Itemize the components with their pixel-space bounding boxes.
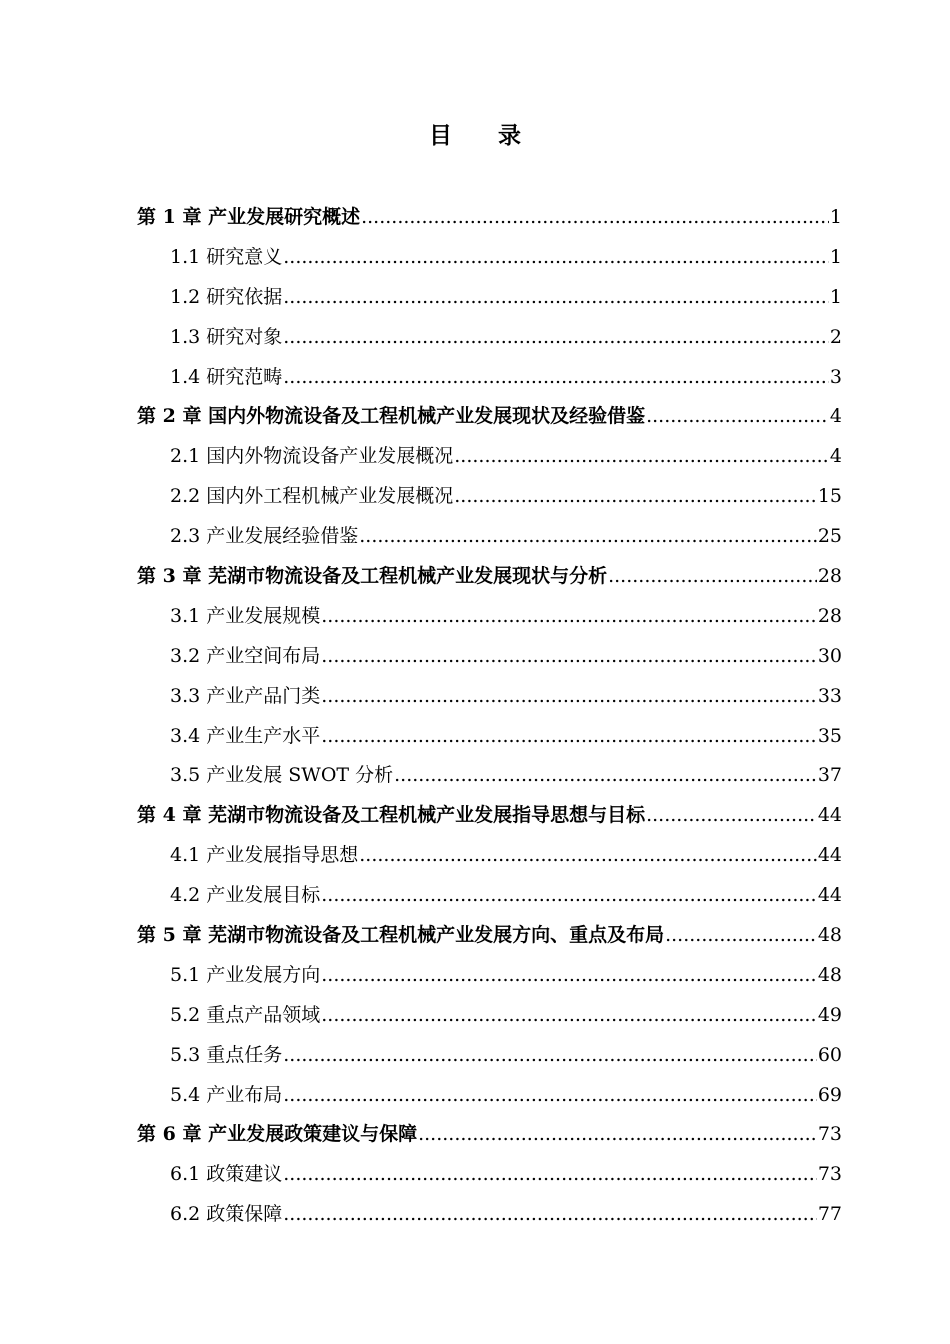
toc-entry-section-5-2[interactable]	[137, 996, 842, 1036]
toc-entry-section-6-1[interactable]	[137, 1155, 842, 1195]
toc-entry-label: 3.2 产业空间布局	[170, 644, 321, 667]
toc-entry-label: 第 1 章 产业发展研究概述	[137, 206, 361, 228]
toc-entry-label: 6.2 政策保障	[170, 1203, 283, 1226]
toc-entry-label: 5.1 产业发展方向	[170, 963, 321, 986]
toc-dot-leader	[646, 397, 829, 437]
toc-entry-label: 5.4 产业布局	[170, 1083, 283, 1106]
toc-dot-leader	[321, 996, 817, 1036]
toc-dot-leader	[283, 1155, 817, 1195]
toc-dot-leader	[646, 796, 817, 836]
toc-entry-label: 1.1 研究意义	[170, 245, 283, 268]
toc-entry-page: 44	[817, 844, 842, 867]
toc-list	[137, 198, 842, 1235]
toc-dot-leader	[418, 1115, 817, 1155]
toc-entry-section-1-1[interactable]	[137, 238, 842, 278]
toc-entry-section-1-4[interactable]	[137, 358, 842, 398]
toc-dot-leader	[283, 238, 829, 278]
toc-entry-page: 15	[817, 485, 842, 508]
toc-entry-page: 33	[817, 684, 842, 707]
toc-dot-leader	[283, 1076, 817, 1116]
toc-dot-leader	[359, 517, 817, 557]
toc-entry-page: 44	[817, 884, 842, 907]
toc-entry-chapter-4[interactable]	[137, 796, 842, 836]
toc-dot-leader	[321, 876, 817, 916]
toc-dot-leader	[454, 437, 829, 477]
toc-entry-section-5-4[interactable]	[137, 1076, 842, 1116]
toc-entry-page: 44	[817, 804, 842, 827]
toc-dot-leader	[283, 278, 829, 318]
toc-entry-page: 1	[829, 285, 842, 308]
toc-entry-chapter-6[interactable]	[137, 1115, 842, 1155]
toc-entry-section-1-2[interactable]	[137, 278, 842, 318]
toc-entry-label: 5.2 重点产品领域	[170, 1003, 321, 1026]
toc-entry-page: 25	[817, 525, 842, 548]
toc-entry-page: 4	[829, 445, 842, 468]
toc-entry-label: 1.4 研究范畴	[170, 365, 283, 388]
toc-entry-label: 3.5 产业发展 SWOT 分析	[170, 764, 394, 787]
toc-dot-leader	[361, 198, 829, 238]
toc-entry-section-4-2[interactable]	[137, 876, 842, 916]
toc-entry-section-3-4[interactable]	[137, 717, 842, 757]
toc-entry-page: 48	[817, 963, 842, 986]
toc-dot-leader	[283, 1036, 817, 1076]
toc-dot-leader	[321, 717, 817, 757]
toc-entry-page: 35	[817, 724, 842, 747]
toc-entry-page: 1	[829, 245, 842, 268]
toc-entry-chapter-1[interactable]	[137, 198, 842, 238]
toc-entry-label: 2.3 产业发展经验借鉴	[170, 525, 359, 548]
toc-entry-label: 5.3 重点任务	[170, 1043, 283, 1066]
toc-entry-page: 73	[817, 1163, 842, 1186]
toc-entry-page: 4	[829, 405, 842, 428]
toc-entry-section-3-2[interactable]	[137, 637, 842, 677]
toc-entry-label: 4.1 产业发展指导思想	[170, 844, 359, 867]
toc-entry-label: 1.2 研究依据	[170, 285, 283, 308]
toc-entry-section-2-3[interactable]	[137, 517, 842, 557]
toc-entry-label: 1.3 研究对象	[170, 325, 283, 348]
toc-dot-leader	[321, 956, 817, 996]
toc-dot-leader	[321, 637, 817, 677]
toc-entry-page: 2	[829, 325, 842, 348]
toc-entry-label: 第 3 章 芜湖市物流设备及工程机械产业发展现状与分析	[137, 565, 608, 588]
toc-entry-section-3-5[interactable]	[137, 756, 842, 796]
toc-entry-section-3-1[interactable]	[137, 597, 842, 637]
toc-entry-page: 28	[817, 565, 842, 588]
toc-dot-leader	[283, 358, 829, 398]
toc-entry-page: 48	[817, 924, 842, 947]
toc-dot-leader	[283, 318, 829, 358]
toc-entry-page: 60	[817, 1043, 842, 1066]
toc-entry-section-2-2[interactable]	[137, 477, 842, 517]
toc-entry-label: 3.1 产业发展规模	[170, 604, 321, 627]
toc-entry-label: 3.3 产业产品门类	[170, 684, 321, 707]
toc-entry-chapter-2[interactable]	[137, 397, 842, 437]
toc-entry-section-1-3[interactable]	[137, 318, 842, 358]
toc-entry-label: 2.1 国内外物流设备产业发展概况	[170, 445, 454, 468]
toc-entry-label: 3.4 产业生产水平	[170, 724, 321, 747]
toc-dot-leader	[608, 557, 817, 597]
toc-entry-section-5-1[interactable]	[137, 956, 842, 996]
toc-dot-leader	[394, 756, 817, 796]
toc-entry-label: 6.1 政策建议	[170, 1163, 283, 1186]
toc-entry-page: 73	[817, 1123, 842, 1146]
toc-entry-label: 第 5 章 芜湖市物流设备及工程机械产业发展方向、重点及布局	[137, 924, 665, 947]
toc-dot-leader	[321, 677, 817, 717]
toc-entry-section-6-2[interactable]	[137, 1195, 842, 1235]
toc-entry-label: 第 2 章 国内外物流设备及工程机械产业发展现状及经验借鉴	[137, 405, 646, 428]
toc-entry-page: 1	[829, 206, 842, 228]
toc-entry-page: 30	[817, 644, 842, 667]
toc-entry-label: 2.2 国内外工程机械产业发展概况	[170, 485, 454, 508]
toc-entry-section-4-1[interactable]	[137, 836, 842, 876]
toc-dot-leader	[454, 477, 817, 517]
toc-title: 目录	[429, 122, 567, 149]
toc-entry-page: 77	[817, 1203, 842, 1226]
toc-entry-page: 3	[829, 365, 842, 388]
toc-entry-chapter-3[interactable]	[137, 557, 842, 597]
toc-dot-leader	[359, 836, 817, 876]
toc-entry-section-5-3[interactable]	[137, 1036, 842, 1076]
toc-entry-section-3-3[interactable]	[137, 677, 842, 717]
toc-entry-label: 第 6 章 产业发展政策建议与保障	[137, 1123, 418, 1146]
toc-entry-section-2-1[interactable]	[137, 437, 842, 477]
toc-dot-leader	[321, 597, 817, 637]
toc-entry-page: 37	[817, 764, 842, 787]
toc-dot-leader	[283, 1195, 817, 1235]
toc-entry-label: 第 4 章 芜湖市物流设备及工程机械产业发展指导思想与目标	[137, 804, 646, 827]
toc-entry-page: 28	[817, 604, 842, 627]
toc-entry-chapter-5[interactable]	[137, 916, 842, 956]
toc-entry-label: 4.2 产业发展目标	[170, 884, 321, 907]
toc-entry-page: 49	[817, 1003, 842, 1026]
toc-entry-page: 69	[817, 1083, 842, 1106]
toc-dot-leader	[665, 916, 817, 956]
